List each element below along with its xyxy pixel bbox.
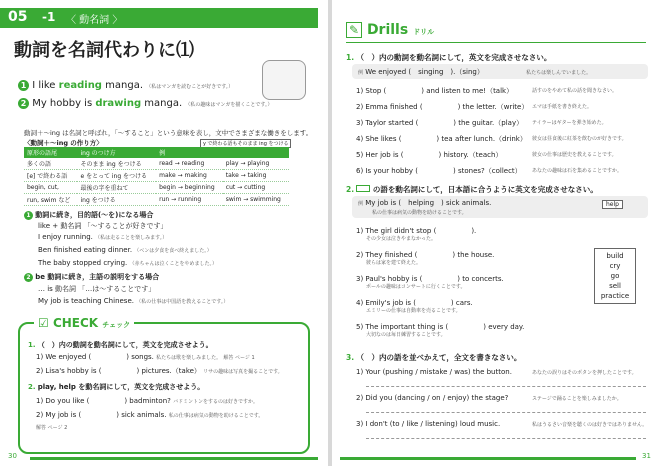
table-header: 原形の語尾 [24,147,77,158]
exercise-item-jp: テイラーはギターを弾き始めた。 [532,120,607,126]
page-number-left: 30 [8,452,17,460]
answer-line[interactable] [366,412,646,413]
table-header [223,147,289,158]
answer-line[interactable] [366,386,646,387]
exercise-item-jp: 彼女は昼食後に紅茶を飲むのが好きです。 [532,136,627,142]
left-page [0,0,328,466]
lesson-sub: -1 [42,10,56,24]
point-1-rule: like + 動名詞 「～することが好きです」 [38,222,168,230]
footer-bar-right [340,457,636,460]
page-number-right: 31 [642,452,651,460]
table-cell: run, swim など [24,194,77,206]
rule-text: 動詞＋～ing は名詞と呼ばれ，「～すること」という意味を表し，文中でさまざまな働きをします。 [24,129,313,137]
exercise-item: 6) Is your hobby ( ) stones?（collect） [356,167,522,175]
exercise-item: 2) Did you (dancing / on / enjoy) the stage? [356,394,509,402]
point-1-ex3: The baby stopped crying. （赤ちゃんは泣くことをやめました。） [38,259,217,267]
rule-note: y で終わる語もそのまま ing をつける [200,139,291,148]
table-cell: ing をつける [77,194,156,206]
exercise-item-jp: 大切なのは毎日練習することです。 [366,332,446,338]
drills-rule [346,42,646,43]
table-cell: e をとって ing をつける [77,170,156,182]
exercise-item-jp: 彼女の仕事は歴史を教えることです。 [532,152,617,158]
point-1-head: 1 動詞に続き，目的語(～を)になる場合 [24,210,153,220]
table-header: 例 [156,147,223,158]
exercise-item-jp: 彼らは家を建て終えた。 [366,260,422,266]
table-row [24,170,289,182]
table-cell: play → playing [223,158,289,170]
ing-table [24,147,289,206]
example-1: 1 I like reading manga. （私はマンガを読むことが好きです。） [18,80,233,91]
exercise-item-jp: エマは手紙を書き終えた。 [532,104,593,110]
check-2-head: 2. play, help を動名詞にして，英文を完成させよう。 [28,383,205,391]
exercise-item-jp: 話すのをやめて私の話を聞きなさい。 [532,88,618,94]
table-cell: begin → beginning [156,182,223,194]
exercise-item: 3) Paul's hobby is ( ) to concerts. [356,275,504,283]
exercise-item-jp: 私はうるさい音楽を聴くのは好きではありません。 [532,422,648,428]
exercise-item-jp: あなたの趣味は石を集めることですか。 [532,168,623,174]
exercise-item: 5) The important thing is ( ) every day. [356,323,525,331]
answer-line[interactable] [366,438,646,439]
word-bank [594,248,636,304]
exercise-item: 1) Stop ( ) and listen to me!（talk） [356,87,514,95]
word-bank-item: cry [609,262,621,270]
exercise-item: 4) Emily's job is ( ) cars. [356,299,473,307]
table-row [24,194,289,206]
table-cell: swim → swimming [223,194,289,206]
exercise-item-jp: あなたの誤りはそのボタンを押したことです。 [532,370,637,376]
exercise-item-jp: エミリーの仕事は自動車を売ることです。 [366,308,461,314]
point-1-ex1: I enjoy running. （私は走ることを楽しみます。） [38,233,168,241]
example-2: 2 My hobby is drawing manga. （私の趣味はマンガを描くことです。） [18,98,272,109]
exercise-item-jp: ステージで踊ることを楽しみましたか。 [532,396,622,402]
section-2-example-text: 例 My job is ( helping ) sick animals. [358,199,492,207]
check-1-q2: 2) Lisa's hobby is ( ) pictures.（take） リサの趣味は写真を撮ることです。 [36,367,283,375]
word-bank-item: practice [600,292,630,300]
point-2-ex: My job is teaching Chinese. （私の仕事は中国語を教えることです。） [38,297,229,305]
table-cell: read → reading [156,158,223,170]
check-title: ☑ CHECK チェック [34,316,134,330]
check-2-ref: 解答 ページ 2 [36,425,68,431]
lesson-title: 動詞を名詞代わりに⑴ [14,40,194,61]
table-cell: [e] で終わる語 [24,170,77,182]
table-cell: 多くの語 [24,158,77,170]
exercise-item: 4) She likes ( ) tea after lunch.（drink） [356,135,527,143]
pencil-icon: ✎ [346,22,362,38]
check-1-q1: 1) We enjoyed ( ) songs. 私たちは歌を楽しみました。 解答 ページ 1 [36,353,255,361]
right-page [332,0,660,466]
section-2-example-jp: 私の仕事は病気の動物を助けることです。 [372,210,467,216]
exercise-item: 2) Emma finished ( ) the letter.（write） [356,103,529,111]
table-header: ing のつけ方 [77,147,156,158]
check-icon: ☑ [38,316,49,330]
point-1-ex2: Ben finished eating dinner. （ベンは夕食を食べ終えました。） [38,246,212,254]
exercise-item: 3) I don't (to / like / listening) loud music. [356,420,501,428]
table-cell: そのまま ing をつける [77,158,156,170]
table-cell: 最後の字を重ねて [77,182,156,194]
word-bank-item: sell [609,282,621,290]
table-row [24,158,289,170]
table-cell: begin, cut, [24,182,77,194]
exercise-item-jp: その少女は泣きやまなかった。 [366,236,437,242]
point-2-head: 2 be 動詞に続き，主語の説明をする場合 [24,272,159,282]
table-row [24,182,289,194]
rule-subhead: 〈動詞＋～ing の作り方〉 [24,139,103,147]
section-3-head: 3. （ ）内の語を並べかえて，全文を書きなさい。 [346,353,522,362]
table-cell: make → making [156,170,223,182]
lesson-number: 05 [8,9,28,25]
check-2-q1: 1) Do you like ( ) badminton? バドミントンをするのは好きですか。 [36,397,259,405]
check-1-head: 1. （ ）内の動詞を動名詞にして，英文を完成させよう。 [28,341,213,349]
table-cell: take → taking [223,170,289,182]
point-2-rule: … is 動名詞 「…は～することです」 [38,285,156,293]
section-2-head: 2. の語を動名詞にして，日本語に合うように英文を完成させなさい。 [346,185,598,194]
exercise-item: 5) Her job is ( ) history.（teach） [356,151,503,159]
section-1-example-text: 例 We enjoyed ( singing ).（sing） 私たちは楽しんでいました。 [358,68,592,76]
exercise-item: 1) Your (pushing / mistake / was) the button. [356,368,512,376]
exercise-item-jp: ポールの趣味はコンサートに行くことです。 [366,284,466,290]
exercise-item: 1) The girl didn't stop ( ). [356,227,477,235]
exercise-item: 3) Taylor started ( ) the guitar.（play） [356,119,524,127]
exercise-item: 2) They finished ( ) the house. [356,251,495,259]
footer-bar-left [30,457,318,460]
section-1-head: 1. （ ）内の動詞を動名詞にして，英文を完成させなさい。 [346,53,552,62]
table-cell: run → running [156,194,223,206]
section-2-example-word: help [602,200,623,209]
lesson-tag: 〈 動名詞 〉 [66,15,123,26]
check-2-q2: 2) My job is ( ) sick animals. 私の仕事は病気の動物を助けることです。 [36,411,264,419]
table-cell: cut → cutting [223,182,289,194]
drills-title: ✎ Drills ドリル [346,22,434,38]
word-bank-item: build [606,252,624,260]
manga-illustration [262,60,306,100]
word-bank-item: go [610,272,620,280]
